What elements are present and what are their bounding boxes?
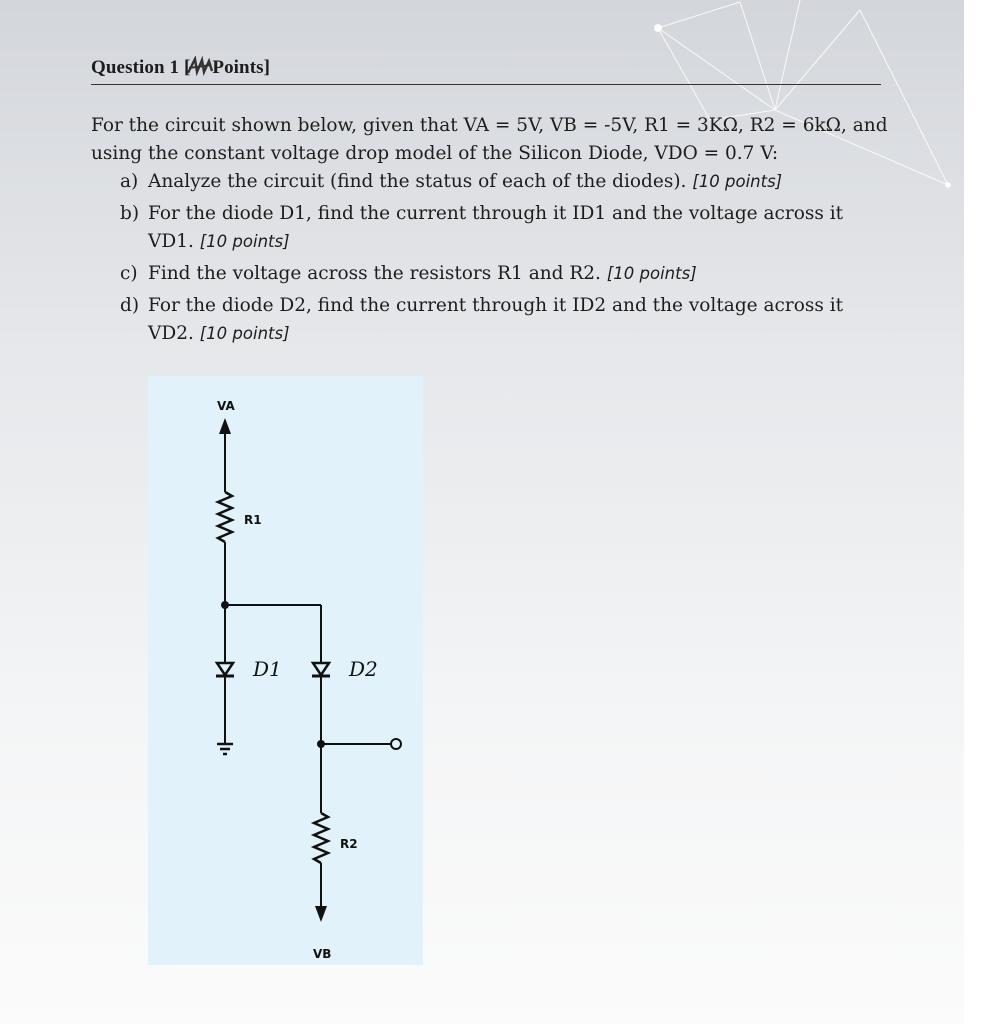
d2-label: D2 — [349, 657, 378, 681]
va-arrow-icon — [219, 418, 231, 434]
scribble-mark-icon — [186, 56, 214, 76]
d1-diode-icon — [216, 663, 234, 676]
item-label: b) — [120, 203, 140, 224]
r2-resistor — [314, 813, 328, 863]
question-title-prefix: Question 1 [ — [91, 57, 191, 78]
item-text: Analyze the circuit (find the status of each of the diodes). — [148, 171, 687, 192]
question-items — [120, 168, 888, 352]
item-points: [10 points] — [692, 172, 783, 191]
question-title-suffix: Points] — [212, 57, 271, 78]
question-title — [91, 56, 270, 79]
item-continuation: VD2. — [148, 323, 194, 344]
r2-label: R2 — [340, 837, 358, 851]
r1-label: R1 — [244, 513, 262, 527]
vb-label: VB — [313, 947, 332, 961]
output-terminal-icon — [391, 739, 401, 749]
item-continuation: VD1. — [148, 231, 194, 252]
junction-node-1 — [221, 601, 229, 609]
circuit-diagram — [148, 376, 423, 965]
question-item-a — [120, 168, 888, 196]
item-label: a) — [120, 171, 139, 192]
d1-label: D1 — [253, 657, 282, 681]
r1-resistor — [218, 492, 232, 542]
item-label: d) — [120, 295, 140, 316]
item-text: Find the voltage across the resistors R1 and R2. — [148, 263, 601, 284]
page-margin — [964, 0, 1008, 1024]
question-item-b — [120, 200, 888, 256]
item-text: For the diode D1, find the current through it ID1 and the voltage across it — [148, 203, 844, 224]
item-points: [10 points] — [199, 324, 290, 343]
question-header — [91, 54, 881, 85]
item-points: [10 points] — [199, 232, 290, 251]
d2-diode-icon — [312, 663, 330, 676]
intro-line-2: using the constant voltage drop model of the Silicon Diode, VDO = 0.7 V: — [91, 143, 779, 164]
vb-arrow-icon — [315, 906, 327, 922]
item-label: c) — [120, 263, 138, 284]
question-intro — [91, 112, 891, 168]
va-label: VA — [217, 399, 235, 413]
question-item-c — [120, 260, 888, 288]
item-text: For the diode D2, find the current through it ID2 and the voltage across it — [148, 295, 844, 316]
item-points: [10 points] — [606, 264, 697, 283]
intro-line-1: For the circuit shown below, given that VA = 5V, VB = -5V, R1 = 3KΩ, R2 = 6kΩ, and — [91, 115, 888, 136]
question-item-d — [120, 292, 888, 348]
junction-node-2 — [317, 740, 325, 748]
ground-icon — [217, 744, 233, 754]
